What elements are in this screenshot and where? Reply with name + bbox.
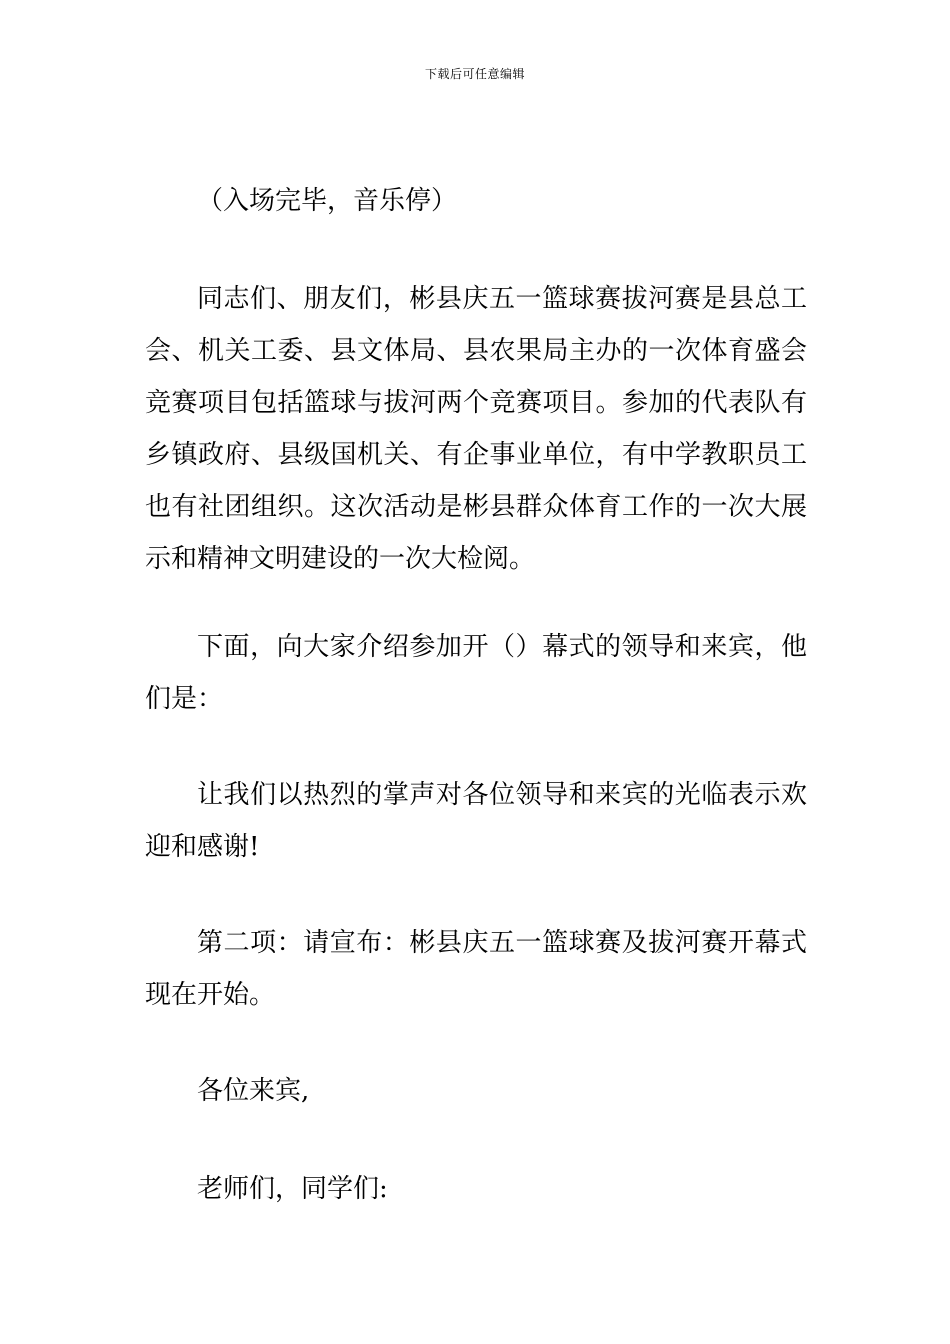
paragraph-greeting-teachers-students: 老师们，同学们: <box>197 1174 388 1204</box>
paragraph-welcome-applause: 让我们以热烈的掌声对各位领导和来宾的光临表示欢迎和感谢! <box>145 780 807 862</box>
paragraph-greeting-guests: 各位来宾, <box>197 1076 310 1106</box>
paragraph-opening-announcement: 第二项：请宣布：彬县庆五一篮球赛及拔河赛开幕式现在开始。 <box>145 928 807 1010</box>
header-note: 下载后可任意编辑 <box>424 67 525 81</box>
paragraph-introduction: 同志们、朋友们，彬县庆五一篮球赛拔河赛是县总工会、机关工委、县文体局、县农果局主办的一次体育盛会竞赛项目包括篮球与拔河两个竞赛项目。参加的代表队有乡镇政府、县级国机关、有企事业单位，有中学教职员工也有社团组织。这次活动是彬县群众体育工作的一次大展示和精神文明建设的一次大检阅。 <box>145 284 807 574</box>
paragraph-guest-introduction: 下面，向大家介绍参加开（）幕式的领导和来宾，他们是： <box>145 632 807 714</box>
paragraph-stage-direction: （入场完毕，音乐停） <box>197 186 458 216</box>
